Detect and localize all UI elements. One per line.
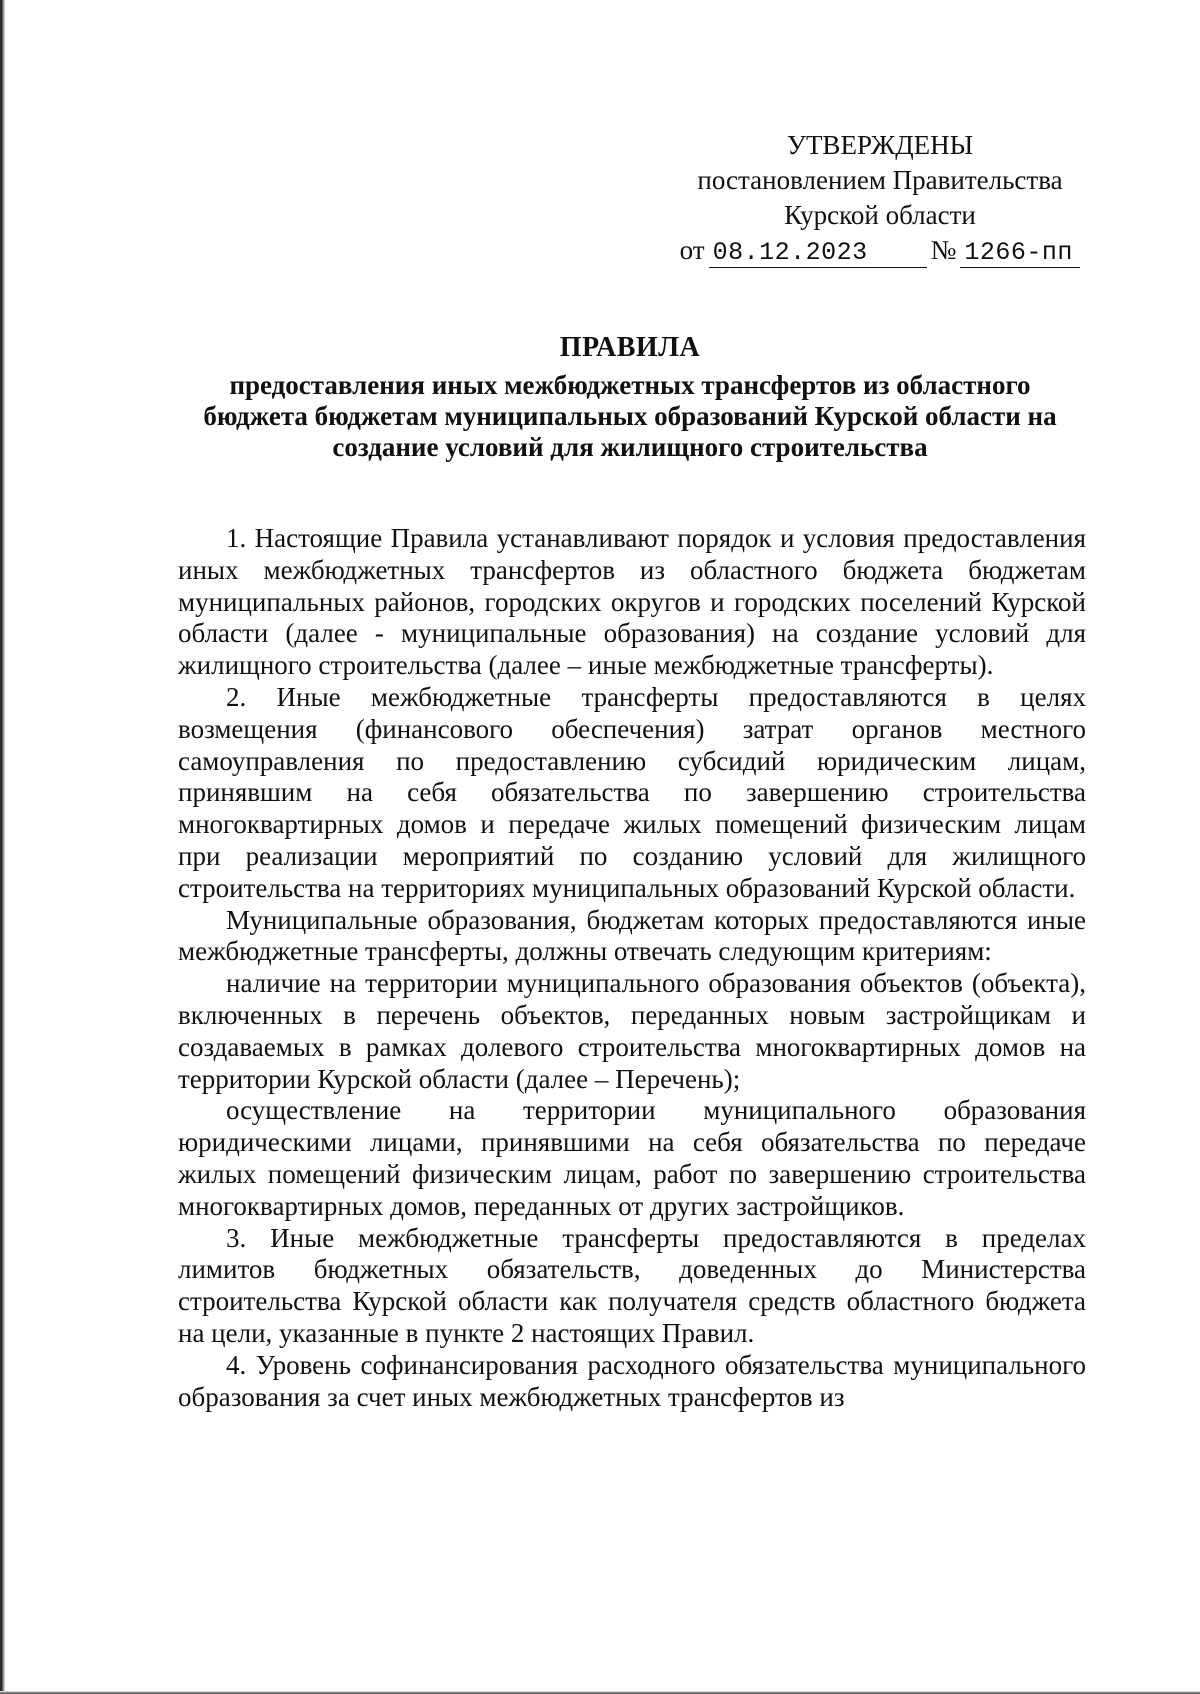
paragraph-criterion-2: осуществление на территории муниципального образования юридическими лицами, принявшими на себя обязательства по передаче жилых помещений физическим лицам, работ по завершению строительства многоквартирных домов, переданных от других застройщиков. bbox=[178, 1095, 1086, 1221]
approval-heading: УТВЕРЖДЕНЫ bbox=[786, 130, 974, 160]
approval-number: 1266-пп bbox=[960, 239, 1080, 268]
approval-stamp bbox=[660, 128, 1100, 268]
document-title-block bbox=[180, 330, 1080, 463]
paragraph-criterion-1: наличие на территории муниципального образования объектов (объекта), включенных в перечень объектов, переданных новым застройщикам и создаваемых в рамках долевого строительства многоквартирных домов на территории Курской области (далее – Перечень); bbox=[178, 968, 1086, 1094]
date-prefix: от bbox=[679, 235, 705, 265]
approval-line-1: постановлением Правительства bbox=[697, 165, 1063, 195]
paragraph-2: 2. Иные межбюджетные трансферты предоставляются в целях возмещения (финансового обеспечения) затрат органов местного самоуправления по предоставлению субсидий юридическим лицам, принявшим на себя обязательства по завершению строительства многоквартирных домов и передаче жилых помещений физическим лицам при реализации мероприятий по созданию условий для жилищного строительства на территориях муниципальных образований Курской области. bbox=[178, 681, 1086, 903]
paragraph-criteria-intro: Муниципальные образования, бюджетам которых предоставляются иные межбюджетные трансферты, должны отвечать следующим критериям: bbox=[178, 904, 1086, 967]
approval-date-line bbox=[660, 233, 1100, 268]
subtitle-line-2: бюджета бюджетам муниципальных образований Курской области на bbox=[203, 401, 1057, 431]
document-subtitle bbox=[180, 370, 1080, 463]
approval-date: 08.12.2023 bbox=[709, 239, 927, 268]
subtitle-line-3: создание условий для жилищного строительства bbox=[332, 432, 928, 462]
scan-edge-left bbox=[0, 0, 5, 1694]
paragraph-3: 3. Иные межбюджетные трансферты предоставляются в пределах лимитов бюджетных обязательств, доведенных до Министерства строительства Курской области как получателя средств областного бюджета на цели, указанные в пункте 2 настоящих Правил. bbox=[178, 1222, 1086, 1348]
paragraph-1: 1. Настоящие Правила устанавливают порядок и условия предоставления иных межбюджетных трансфертов из областного бюджета бюджетам муниципальных районов, городских округов и городских поселений Курской области (далее - муниципальные образования) на создание условий для жилищного строительства (далее – иные межбюджетные трансферты). bbox=[178, 523, 1086, 681]
paragraph-4: 4. Уровень софинансирования расходного обязательства муниципального образования за счет иных межбюджетных трансфертов из bbox=[178, 1349, 1086, 1412]
document-title: ПРАВИЛА bbox=[559, 332, 701, 363]
approval-line-2: Курской области bbox=[784, 200, 976, 230]
number-prefix: № bbox=[930, 235, 957, 265]
document-body bbox=[178, 523, 1086, 1413]
subtitle-line-1: предоставления иных межбюджетных трансфертов из областного bbox=[229, 370, 1031, 400]
